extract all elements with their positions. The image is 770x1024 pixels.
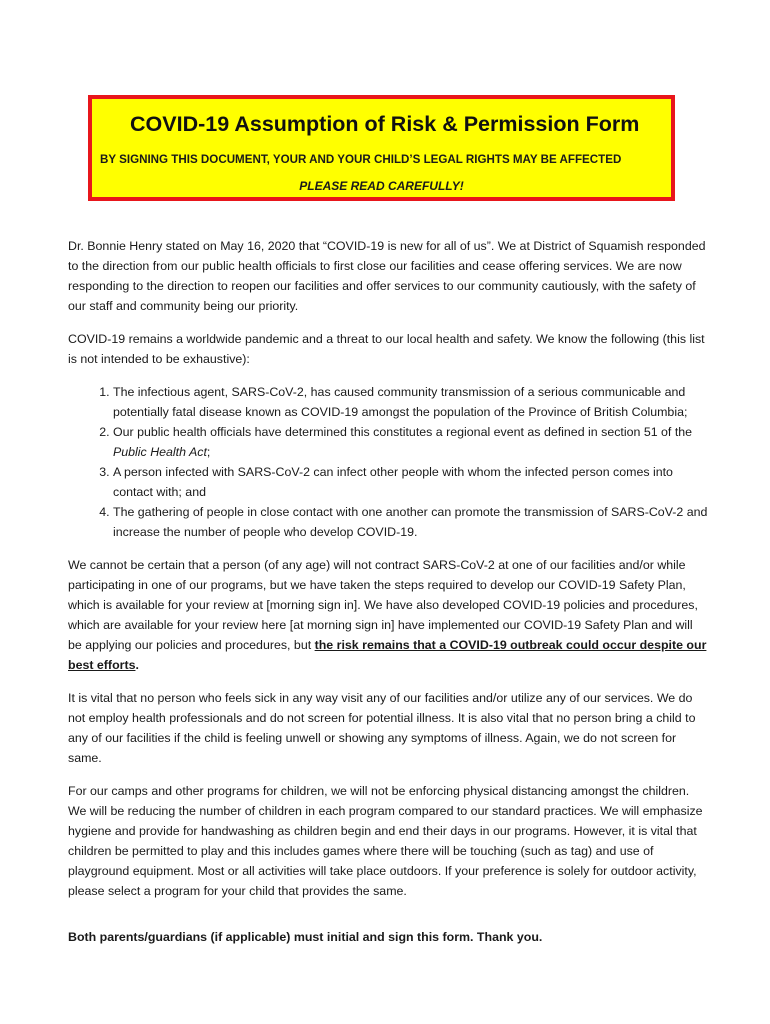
risk-statement: the risk remains that a COVID-19 outbreak could occur despite our best efforts [68,638,707,672]
list-item: 3. A person infected with SARS-CoV-2 can infect other people with whom the infected person comes into contact with; and [113,462,708,502]
list-item: 4. The gathering of people in close contact with one another can promote the transmission of SARS-CoV-2 and increase the number of people who develop COVID-19. [113,502,708,542]
list-item [113,422,708,462]
form-title: COVID-19 Assumption of Risk & Permission Form [130,112,640,136]
pandemic-paragraph: COVID-19 remains a worldwide pandemic and a threat to our local health and safety. We know the following (this list is not intended to be exhaustive): [68,332,705,366]
warning-banner [88,95,675,201]
safety-plan-paragraph [68,555,708,675]
intro-paragraph: Dr. Bonnie Henry stated on May 16, 2020 that “COVID-19 is new for all of us”. We at District of Squamish responded to the direction from our public health officials to first close our facilities and cease offering services. We are now responding to the direction to reopen our facilities and offer services to our community cautiously, with the safety of our staff and community being our priority. [68,239,706,313]
closing-instruction: Both parents/guardians (if applicable) must initial and sign this form. Thank you. [68,930,543,944]
read-carefully-note: PLEASE READ CAREFULLY! [299,179,464,193]
list-item-text-end: ; [206,445,211,459]
document-body [68,236,708,960]
list-item: 1. The infectious agent, SARS-CoV-2, has caused community transmission of a serious communicable and potentially fatal disease known as COVID-19 amongst the population of the Province of British Columbia; [113,382,708,422]
camps-paragraph: For our camps and other programs for children, we will not be enforcing physical distancing amongst the children. We will be reducing the number of children in each program compared to our standard practices. We will emphasize hygiene and provide for handwashing as children begin and end their days in our programs. However, it is vital that children be permitted to play and this includes games where there will be touching (such as tag) and use of playground equipment. Most or all activities will take place outdoors. If your preference is solely for outdoor activity, please select a program for your child that provides the same. [68,784,703,898]
legal-warning: BY SIGNING THIS DOCUMENT, YOUR AND YOUR CHILD’S LEGAL RIGHTS MAY BE AFFECTED [100,153,622,166]
act-name: Public Health Act [113,445,207,459]
list-item-text: Our public health officials have determined this constitutes a regional event as defined in section 51 of the [113,425,693,439]
risk-statement-period: . [135,658,139,672]
safety-plan-text: We cannot be certain that a person (of any age) will not contract SARS-CoV-2 at one of our facilities and/or while participating in one of our programs, but we have taken the steps required to develop our COVID-19 Safety Plan, which is available for your review at [morning sign in]. We have also developed COVID-19 policies and procedures, which are available for your review here [at morning sign in] have implemented our COVID-19 Safety Plan and will be applying our policies and procedures, but [68,558,698,652]
illness-paragraph: It is vital that no person who feels sick in any way visit any of our facilities and/or utilize any of our services. We do not employ health professionals and do not screen for potential illness. It is also vital that no person bring a child to any of our facilities if the child is feeling unwell or showing any symptoms of illness. Again, we do not screen for same. [68,691,696,765]
facts-list [68,382,708,542]
